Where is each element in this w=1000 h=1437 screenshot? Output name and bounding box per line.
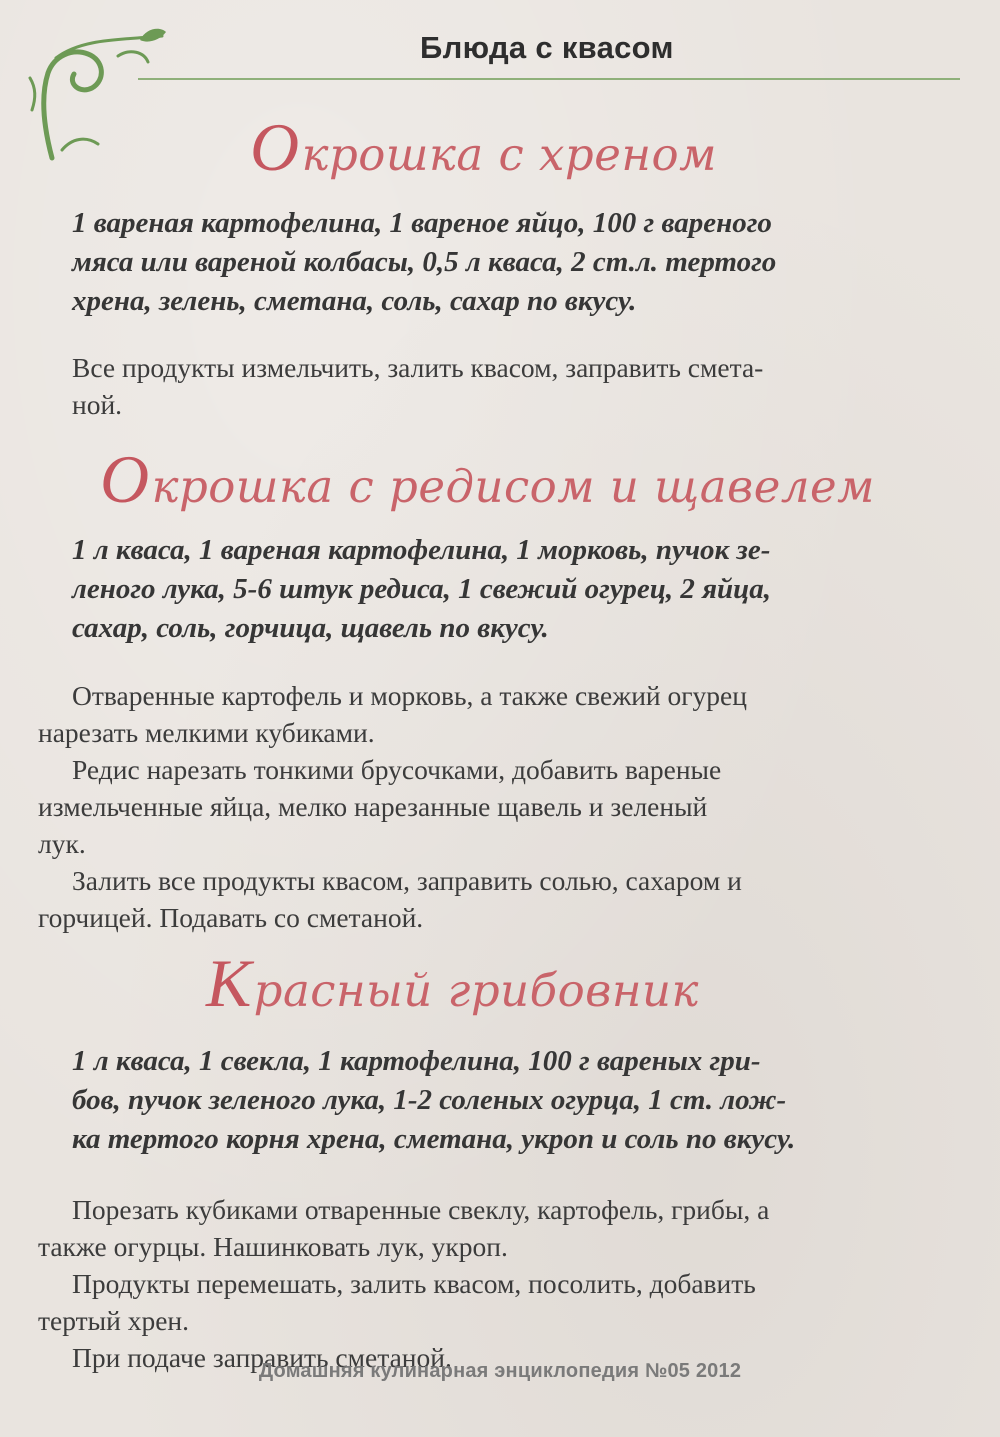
method-line: ной.: [72, 389, 123, 420]
swirl-ornament-icon: [22, 18, 172, 168]
recipe-method-2: [38, 677, 958, 936]
header-divider: [138, 78, 960, 80]
method-line: Залить все продукты квасом, заправить солью, сахаром и: [72, 865, 742, 896]
section-title: Блюда с квасом: [420, 30, 674, 65]
source-caption: Домашняя кулинарная энциклопедия №05 2012: [258, 1360, 742, 1382]
method-line: горчицей. Подавать со сметаной.: [38, 902, 424, 933]
recipe-title-initial: К: [206, 945, 252, 1021]
method-line: Редис нарезать тонкими брусочками, добавить вареные: [72, 754, 722, 785]
ingredients-line: сахар, соль, горчица, щавель по вкусу.: [72, 612, 549, 644]
method-line: При подаче заправить сметаной.: [72, 1342, 452, 1373]
method-line: также огурцы. Нашинковать лук, укроп.: [38, 1231, 508, 1262]
method-line: Продукты перемешать, залить квасом, посолить, добавить: [72, 1268, 756, 1299]
ingredients-line: 1 вареная картофелина, 1 вареное яйцо, 100 г вареного: [72, 207, 772, 239]
method-line: измельченные яйца, мелко нарезанные щавель и зеленый: [38, 791, 708, 822]
recipe-title-initial: О: [250, 109, 300, 185]
ingredients-line: леного лука, 5-6 штук редиса, 1 свежий огурец, 2 яйца,: [72, 573, 772, 605]
ingredients-line: 1 л кваса, 1 свекла, 1 картофелина, 100 г вареных гри-: [72, 1045, 761, 1077]
ingredients-line: мяса или вареной колбасы, 0,5 л кваса, 2 ст.л. тертого: [72, 246, 777, 278]
recipe-title-text: расный грибовник: [253, 964, 699, 1017]
ingredients-line: хрена, зелень, сметана, соль, сахар по вкусу.: [72, 285, 637, 317]
method-line: Все продукты измельчить, залить квасом, заправить смета-: [72, 352, 764, 383]
method-line: Порезать кубиками отваренные свеклу, картофель, грибы, а: [72, 1194, 770, 1225]
recipe-title-text: крошка с хреном: [301, 128, 717, 181]
method-line: тертый хрен.: [38, 1305, 189, 1336]
recipe-title-2: [100, 440, 875, 519]
recipe-title-1: [250, 108, 717, 187]
ingredients-line: ка тертого корня хрена, сметана, укроп и соль по вкусу.: [72, 1123, 796, 1155]
method-line: нарезать мелкими кубиками.: [38, 717, 375, 748]
recipe-title-initial: О: [100, 441, 150, 517]
recipe-ingredients-1: [72, 204, 952, 321]
recipe-method-3: [38, 1191, 958, 1376]
ingredients-line: 1 л кваса, 1 вареная картофелина, 1 морковь, пучок зе-: [72, 534, 771, 566]
recipe-method-1: [72, 349, 992, 423]
method-line: Отваренные картофель и морковь, а также свежий огурец: [72, 680, 747, 711]
method-line: лук.: [38, 828, 86, 859]
recipe-ingredients-3: [72, 1042, 952, 1159]
recipe-title-text: крошка с редисом и щавелем: [151, 460, 875, 513]
recipe-title-3: [206, 944, 699, 1023]
recipe-ingredients-2: [72, 531, 952, 648]
ingredients-line: бов, пучок зеленого лука, 1-2 соленых огурца, 1 ст. лож-: [72, 1084, 787, 1116]
